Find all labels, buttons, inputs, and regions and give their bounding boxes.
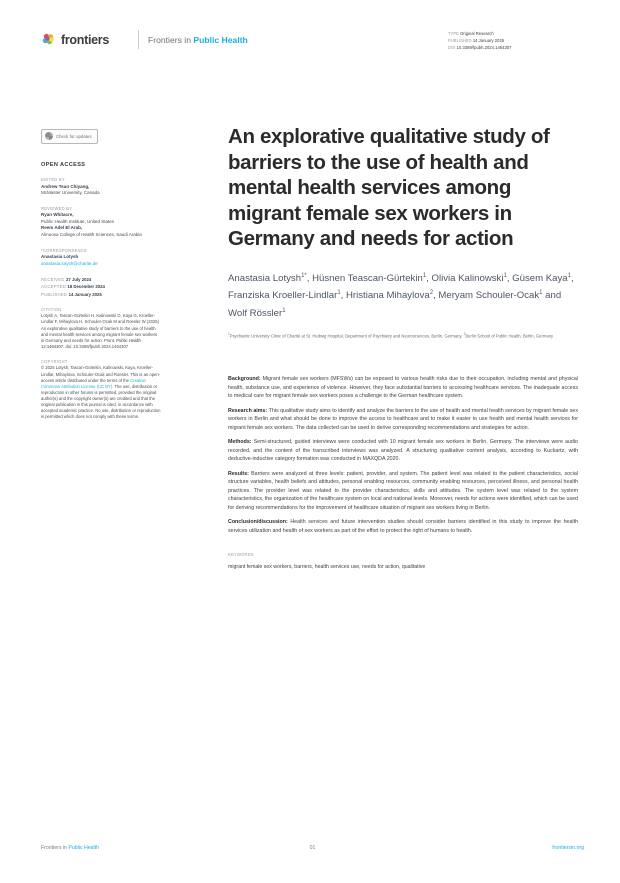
meta-type-value: Original Research	[460, 31, 494, 36]
keywords-text: migrant female sex workers, barriers, health services use, needs for action, qualitative	[228, 564, 426, 571]
publication-meta	[448, 30, 584, 52]
reviewer-2-affiliation: Almoosa College of Health Sciences, Saudi Arabia	[41, 231, 142, 237]
abstract-conclusion-body: Health services and future intervention studies should consider barriers identified in this study to improve the health services utilization and health of sex workers as part of the effort to protect the right of humans to health.	[228, 519, 578, 534]
reviewed-by-block	[41, 206, 161, 239]
abstract-results	[228, 470, 578, 513]
date-received-value: 27 July 2024	[65, 277, 92, 283]
journal-title[interactable]	[148, 35, 248, 45]
meta-published	[448, 37, 584, 44]
date-accepted-value: 18 December 2024	[67, 284, 105, 290]
footer-journal-accent: Public Health	[68, 845, 99, 851]
footer-website-link[interactable]: frontiersin.org	[552, 845, 584, 851]
abstract-background-heading: Background:	[228, 376, 261, 383]
dates-block	[41, 276, 161, 298]
citation-journal: Front. Public Health 12:1464307.	[41, 337, 141, 349]
date-published	[41, 291, 161, 298]
meta-type-key: TYPE	[448, 31, 461, 36]
date-accepted	[41, 283, 161, 290]
meta-doi[interactable]	[448, 44, 584, 51]
date-received	[41, 276, 161, 283]
abstract-background-body: Migrant female sex workers (MFSWs) can be exposed to various health risks due to their occupation, including mental and physical health, substance use, and experience of violence. However, they face substantial barriers to accessing healthcare services. The inadequate access to medical care for migrant female sex workers poses a challenge to the German healthcare system.	[228, 376, 578, 400]
reviewed-by-label: REVIEWED BY	[41, 205, 73, 211]
frontiers-wordmark: frontiers	[61, 32, 110, 47]
footer-journal	[41, 845, 99, 851]
abstract-research-aims-heading: Research aims:	[228, 407, 268, 414]
check-for-updates-label: Check for updates	[56, 133, 92, 139]
copyright-text	[41, 365, 161, 420]
abstract-background	[228, 375, 578, 401]
masthead-divider	[138, 30, 139, 49]
citation-doi[interactable]: doi: 10.3389/fpubh.2024.1464307	[65, 343, 129, 349]
footer-journal-prefix: Frontiers in	[41, 845, 69, 851]
journal-title-accent: Public Health	[193, 35, 248, 45]
date-published-value: 14 January 2025	[68, 291, 102, 297]
abstract-conclusion-heading: Conclusion/discussion:	[228, 519, 288, 526]
date-received-key: RECEIVED	[41, 277, 66, 283]
edited-by-block	[41, 177, 161, 197]
article-title: An explorative qualitative study of barriers to the use of health and mental health services among migrant female sex workers in Germany and needs for action	[228, 125, 550, 250]
abstract-results-body: Barriers were analyzed at three levels: patient, provider, and system. The patient level was related to the patient characteristics, social structure variables, health beliefs and attitudes, personal enabling resources, community enabling resources, perceived illness, and personal health practices. The provider level was related to the provider characteristics, skills and attitudes. The system level was related to the system characteristics, the organization of the healthcare system on local and national levels. Moreover, needs for actions were identified, which can be used for deriving recommendations for the improvement of healthcare situation of migrant sex workers living in Berlin.	[228, 470, 578, 511]
affiliation-list: $^1$Psychiatric University Clinic of Charité at St. Hedwig Hospital, Department of Psychiatry and Neurosciences, Berlin, Germany, $^2$Berlin School of Public Health, Berlin, Germany	[228, 331, 554, 339]
correspondence-name: Anastasia Lotysh	[41, 254, 79, 260]
journal-title-prefix: Frontiers in	[148, 35, 194, 45]
article-main	[228, 124, 578, 571]
keywords-label: KEYWORDS	[228, 552, 254, 558]
frontiers-flower-icon	[41, 32, 56, 47]
masthead	[41, 30, 584, 60]
crossmark-icon	[45, 132, 53, 140]
meta-type	[448, 30, 584, 37]
abstract-methods-body: Semi-structured, guided interviews were conducted with 10 migrant female sex workers in Berlin, Germany. The interviews were audio recorded, and the content of the transcribed interviews was analyzed. A structuring qualitative content analysis, according to Kuckartz, with deductive-inductive category formation was conducted in MAXQDA 2020.	[228, 439, 578, 463]
edited-by-label: EDITED BY	[41, 177, 65, 182]
metadata-sidebar	[41, 127, 161, 420]
date-accepted-key: ACCEPTED	[41, 284, 68, 290]
reviewer-1-affiliation: Public Health Institute, United States	[41, 218, 115, 224]
editor-affiliation: McMaster University, Canada	[41, 190, 100, 196]
abstract-results-heading: Results:	[228, 470, 249, 477]
citation-label: CITATION	[41, 306, 62, 312]
correspondence-block	[41, 248, 161, 268]
meta-published-value: 14 January 2025	[472, 38, 505, 44]
copyright-part-2: . The use, distribution or reproduction in other forums is permitted, provided the original author(s) and the copyright owner(s) are credited and that the original publication in this journal is cited, in accordance with accepted academic practice. No use, distribution or reproduction is permitted which does not comply with these terms.	[41, 383, 161, 420]
cc-license-link[interactable]: Creative Commons Attribution License (CC BY)	[41, 377, 146, 389]
citation-body: Lotysh A, Tascan-Gürtekin H, Kalinowski O, Kaya G, Kroeller-Lindlar F, Mihaylova H, Schouler-Ocak M and Roesler W (2025) An explorative qualitative study of barriers to the use of health and mental health services among migrant female sex workers in Germany and needs for action.	[41, 313, 159, 343]
check-for-updates-badge[interactable]	[41, 129, 98, 144]
meta-published-key: PUBLISHED	[448, 38, 473, 44]
abstract-research-aims-body: This qualitative study aims to identify and analyze the barriers to the use of health and mental health services by migrant female sex workers in Berlin and what should be done to improve the access to healthcare and to make it easier to use health and mental health services for migrant female sex workers. The data collected can be used to derive corresponding recommendations and strategies for action.	[228, 407, 578, 431]
page-number: 01	[309, 845, 316, 851]
open-access-label: OPEN ACCESS	[41, 162, 86, 168]
abstract-research-aims	[228, 407, 578, 433]
citation-block	[41, 307, 161, 350]
copyright-part-1: © 2025 Lotysh, Tascan-Gürtekin, Kalinowski, Kaya, Kroeller-Lindlar, Mihaylova, Schouler-Ocak and Roesler. This is an open-access article distributed under the terms of the	[41, 365, 161, 383]
copyright-label: COPYRIGHT	[41, 358, 68, 364]
abstract-conclusion	[228, 518, 578, 535]
citation-text	[41, 313, 161, 350]
abstract-methods	[228, 438, 578, 464]
frontiers-logo[interactable]	[41, 32, 109, 47]
correspondence-label: *CORRESPONDENCE	[41, 247, 88, 253]
meta-doi-key: DOI	[448, 45, 457, 51]
page-footer	[41, 845, 584, 857]
abstract-methods-heading: Methods:	[228, 439, 252, 446]
editor-name: Andrew Tsun Chiyang,	[41, 183, 90, 189]
correspondence-email[interactable]: anastasia.lotysh@charite.de	[41, 260, 98, 266]
copyright-block	[41, 359, 161, 420]
reviewer-2-name: Reem Adel El Arab,	[41, 225, 83, 231]
reviewer-1-name: Ryan Whitacre,	[41, 212, 74, 218]
abstract	[228, 375, 578, 535]
meta-doi-value: 10.3389/fpubh.2024.1464307	[456, 45, 512, 51]
author-list: Anastasia Lotysh$^{1*}$, Hüsnen Teascan-Gürtekin$^1$, Olivia Kalinowski$^1$, Güsem Kaya$^1$, Franziska Kroeller-Lindlar$^1$, Hristiana Mihaylova$^2$, Meryam Schouler-Ocak$^1$ and Wolf Rössler$^1$	[228, 272, 574, 320]
date-published-key: PUBLISHED	[41, 291, 69, 297]
